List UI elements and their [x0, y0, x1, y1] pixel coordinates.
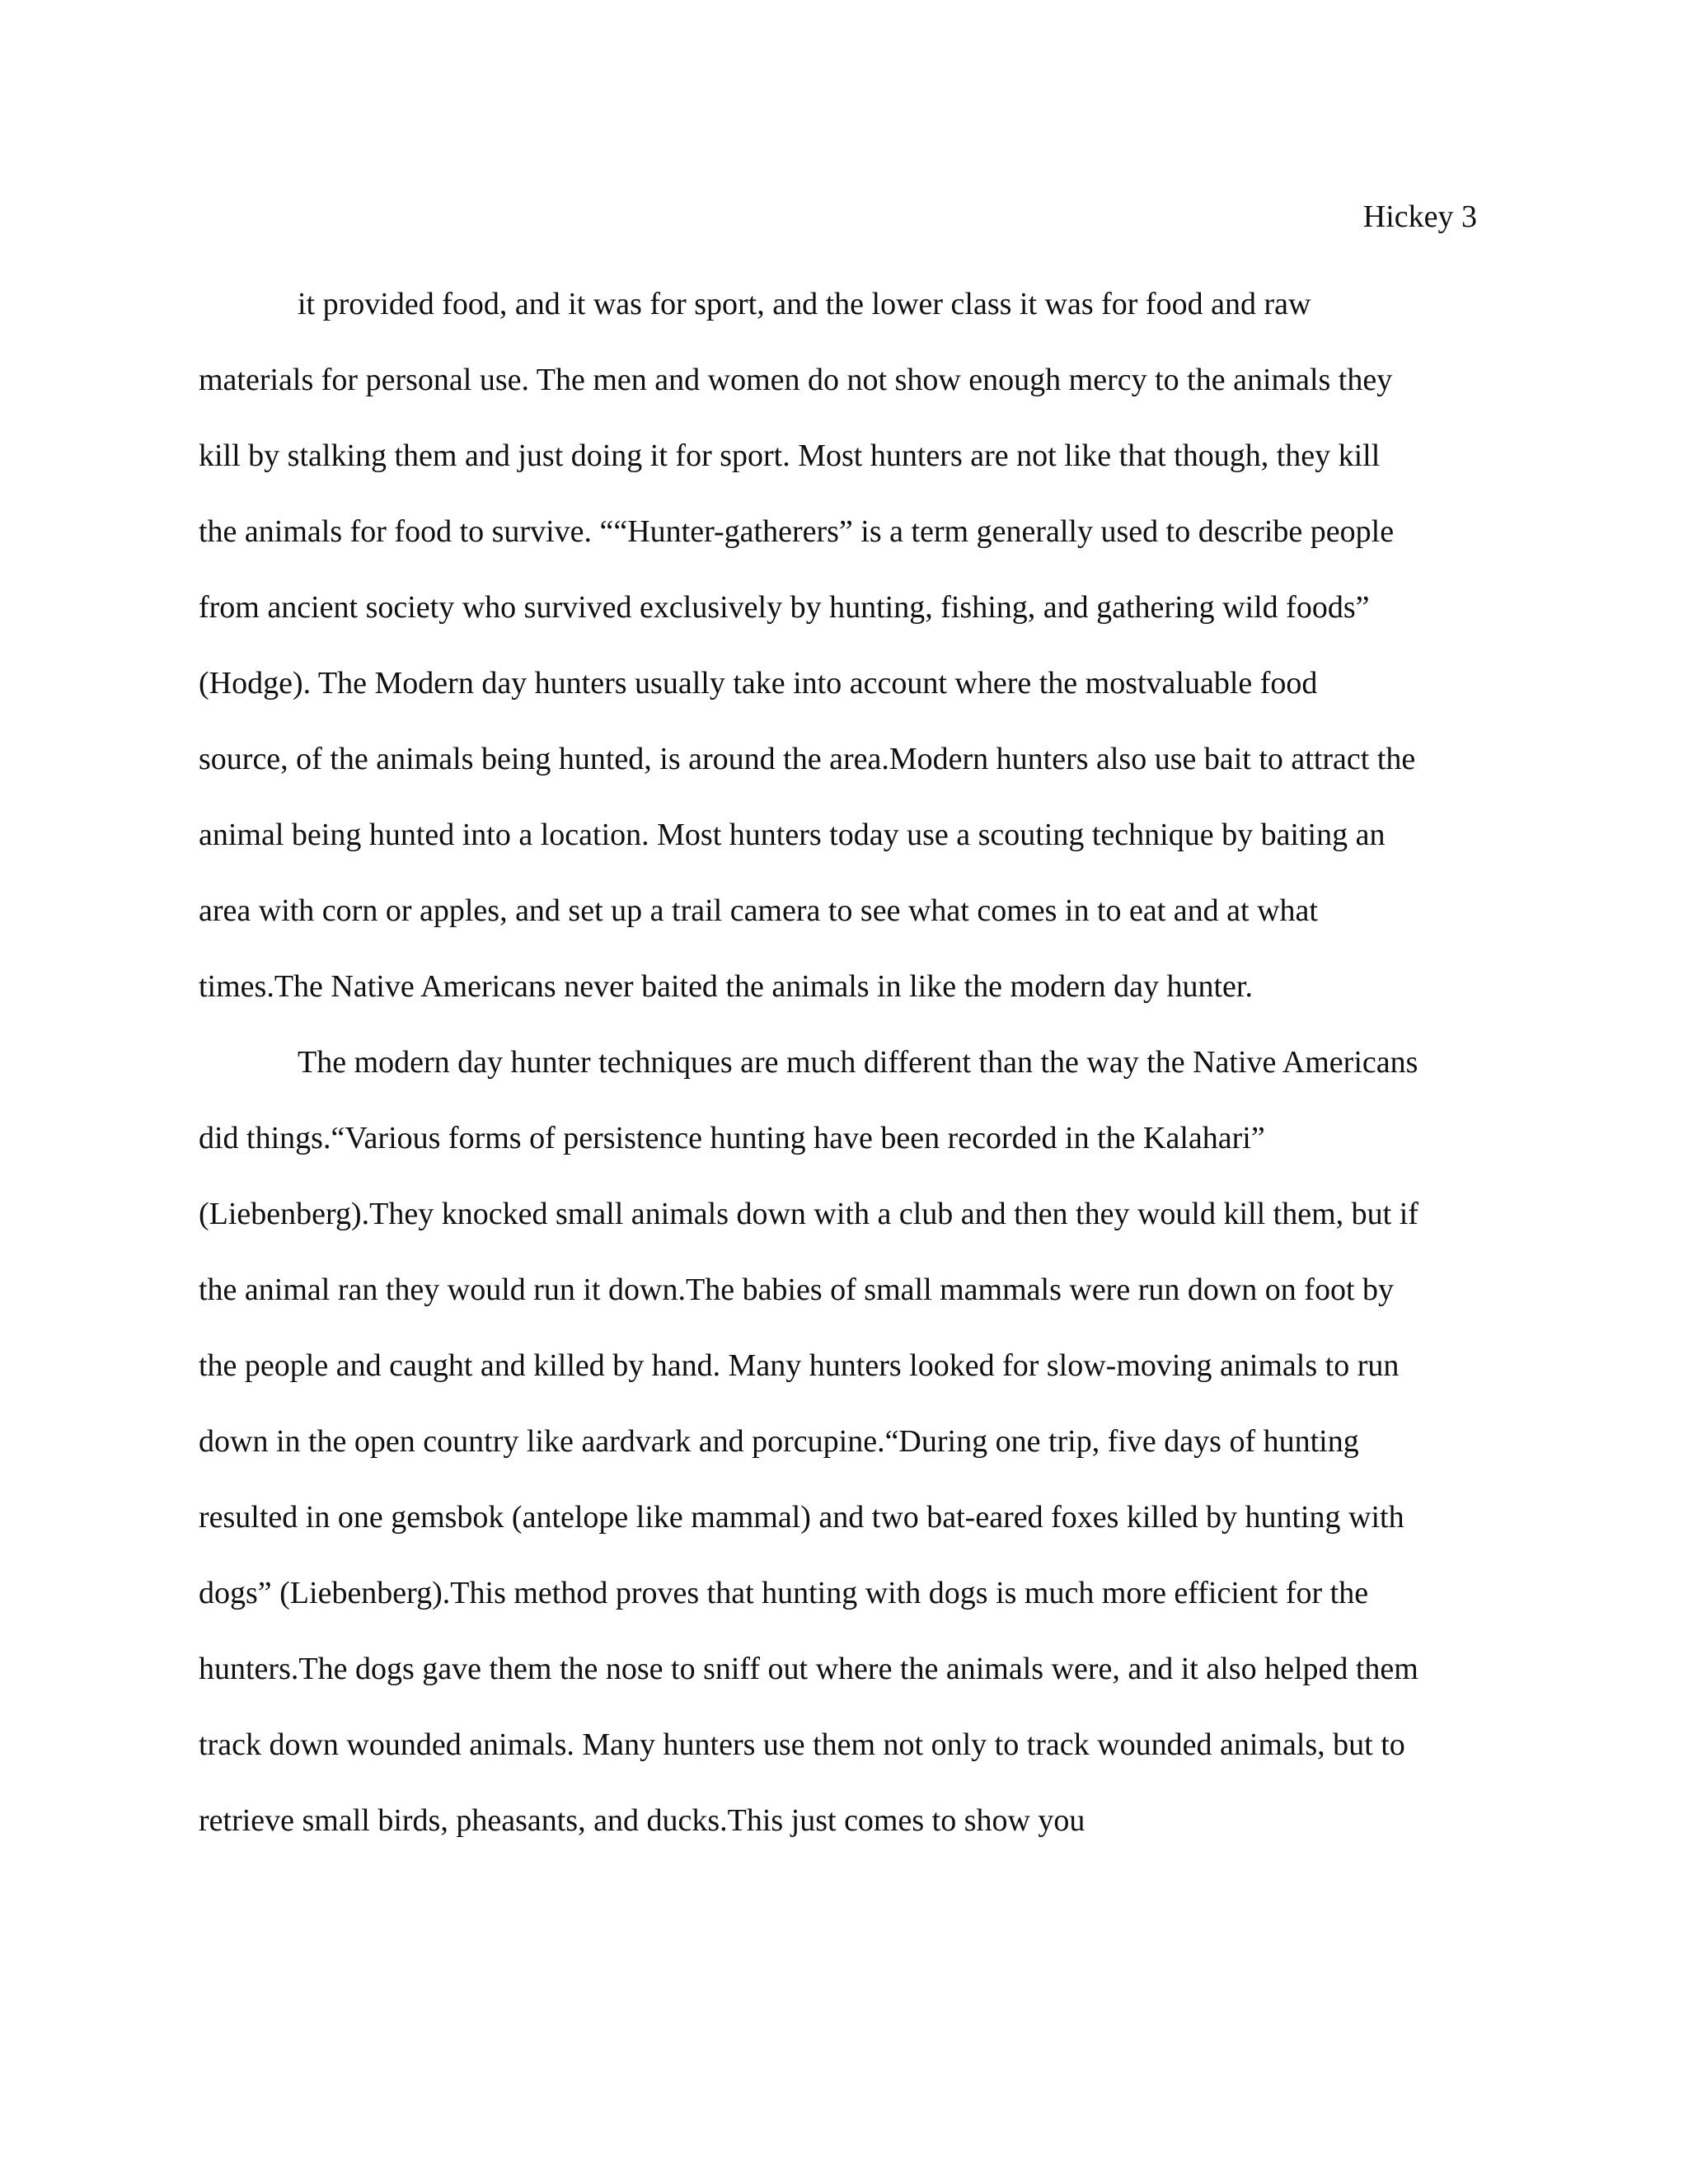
paragraph-2-line-3: (Liebenberg).They knocked small animals down with a club and then they would kill them, but if [199, 1197, 1418, 1231]
running-head: Hickey 3 [1362, 199, 1477, 234]
paragraph-2-line-4: the animal ran they would run it down.The babies of small mammals were run down on foot by [199, 1272, 1395, 1307]
paragraph-1-line-5: from ancient society who survived exclusively by hunting, fishing, and gathering wild foods” [199, 590, 1370, 625]
paragraph-1-line-9: area with corn or apples, and set up a trail camera to see what comes in to eat and at what [199, 893, 1318, 928]
paragraph-2-line-9: hunters.The dogs gave them the nose to sniff out where the animals were, and it also helped them [199, 1652, 1418, 1686]
paragraph-2-line-7: resulted in one gemsbok (antelope like mammal) and two bat-eared foxes killed by hunting with [199, 1500, 1404, 1535]
paragraph-2-line-2: did things.“Various forms of persistence hunting have been recorded in the Kalahari” [199, 1121, 1265, 1155]
paragraph-1-line-10: times.The Native Americans never baited the animals in like the modern day hunter. [199, 969, 1253, 1004]
paragraph-2-line-11: retrieve small birds, pheasants, and ducks.This just comes to show you [199, 1803, 1085, 1838]
paragraph-2-line-10: track down wounded animals. Many hunters use them not only to track wounded animals, but to [199, 1727, 1405, 1762]
body-text [199, 266, 1501, 1858]
paragraph-1-line-4: the animals for food to survive. ““Hunter-gatherers” is a term generally used to describe people [199, 514, 1395, 549]
paragraph-2-line-1: The modern day hunter techniques are much different than the way the Native Americans [298, 1045, 1418, 1080]
paragraph-1-line-6: (Hodge). The Modern day hunters usually take into account where the mostvaluable food [199, 666, 1318, 701]
paragraph-1-line-7: source, of the animals being hunted, is around the area.Modern hunters also use bait to attract the [199, 742, 1416, 776]
paragraph-1-line-3: kill by stalking them and just doing it for sport. Most hunters are not like that though, they kill [199, 438, 1381, 473]
paragraph-1-line-1: it provided food, and it was for sport, and the lower class it was for food and raw [298, 287, 1311, 321]
paragraph-1-line-8: animal being hunted into a location. Most hunters today use a scouting technique by baiting an [199, 818, 1386, 852]
paragraph-1-line-2: materials for personal use. The men and women do not show enough mercy to the animals they [199, 363, 1393, 397]
paragraph-2-line-5: the people and caught and killed by hand. Many hunters looked for slow-moving animals to run [199, 1348, 1400, 1383]
paragraph-2-line-8: dogs” (Liebenberg).This method proves that hunting with dogs is much more efficient for the [199, 1576, 1369, 1610]
paragraph-2-line-6: down in the open country like aardvark and porcupine.“During one trip, five days of hunting [199, 1424, 1359, 1459]
